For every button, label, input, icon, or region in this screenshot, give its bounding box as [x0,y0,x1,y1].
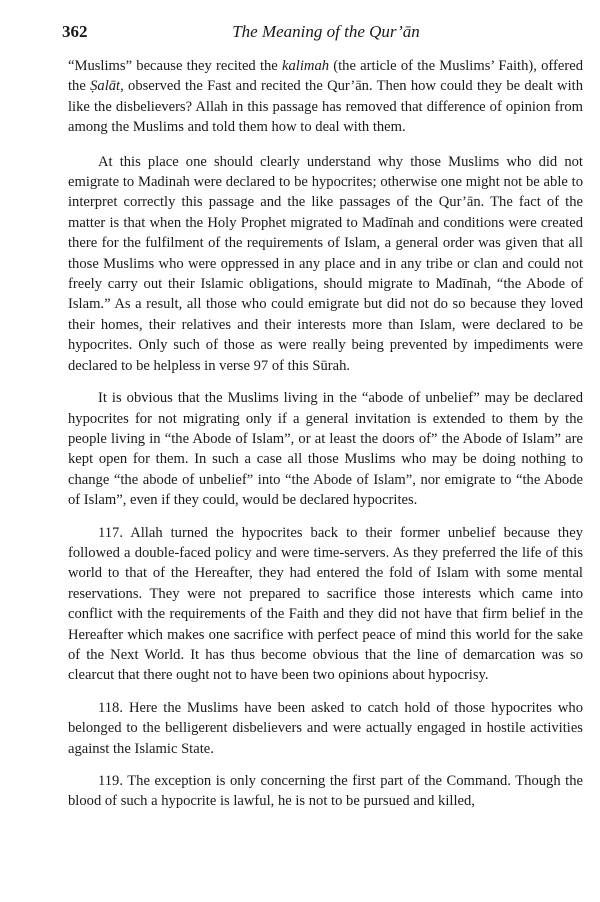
paragraph [68,388,583,510]
body-text [68,56,583,824]
running-title: The Meaning of the Qur’ān [232,22,420,41]
paragraph-note-118 [68,698,583,759]
text-run: At this place one should clearly understand why those Muslims who did not emigrate to Madinah were declared to be hypocrites; otherwise one might not be able to interpret correctly this passage and the like passages of the Qur’ān. The fact of the matter is that when the Holy Prophet migrated to Madīnah and conditions were created there for the fulfilment of the requirements of Islam, a general order was given that all those Muslims who were oppressed in any place and in any tribe or clan and could not freely carry out their Islamic obligations, should migrate to Madīnah, “the Abode of Islam.” As a result, all those who could emigrate but did not do so because they loved their homes, their relatives and their interests more than Islam, were declared to be hypocrites. Only such of those as were really being prevented by impediments were declared to be helpless in verse 97 of this Sūrah. [68,153,583,374]
paragraph-note-117 [68,523,583,686]
text-run: 117. Allah turned the hypocrites back to their former unbelief because they followed a double-faced policy and were time-servers. As they preferred the life of this world to that of the Hereafter, they had entered the fold of Islam with some mental reservations. They were not prepared to sacrifice those interests which came into conflict with the requirements of the Faith and they did not have that firm belief in the Hereafter which makes one sacrifice with perfect peace of mind this world for the sake of the Next World. It has thus become obvious that the line of demarcation was so clearcut that there ought not to have been two opinions about hypocrisy. [68,524,583,684]
text-run: “Muslims” because they recited the [68,58,283,74]
text-run: It is obvious that the Muslims living in the “abode of unbelief” may be declared hypocrites for not migrating only if a general invitation is extended to them by the people living in “the Abode of Islam”, or at least the doors of” the Abode of Islam” are kept open for them. In such a case all those Muslims who may be doing nothing to change “the abode of unbelief” into “the Abode of Islam”, nor emigrate to “the Abode of Islam”, even if they could, would be declared hypocrites. [68,390,583,509]
text-run-italic: Ṣalāt [90,78,121,95]
paragraph [68,152,583,376]
text-run-italic: kalimah [282,58,330,74]
text-run: 119. The exception is only concerning the first part of the Command. Though the blood of such a hypocrite is lawful, he is not to be pursued and killed, [68,773,583,810]
page-header [62,22,560,46]
page-number: 362 [62,22,88,41]
paragraph-note-119 [68,771,583,812]
text-run: , observed the Fast and recited the Qur’ān. Then how could they be dealt with like the disbelievers? Allah in this passage has removed that difference of opinion from among the Muslims and told them how to deal with them. [68,78,583,136]
text-run: 118. Here the Muslims have been asked to catch hold of those hypocrites who belonged to the belligerent disbelievers and were actually engaged in hostile activities against the Islamic State. [68,699,583,757]
text-run: (the article of the Muslims’ Faith), offered the [68,58,583,95]
paragraph [68,56,583,138]
